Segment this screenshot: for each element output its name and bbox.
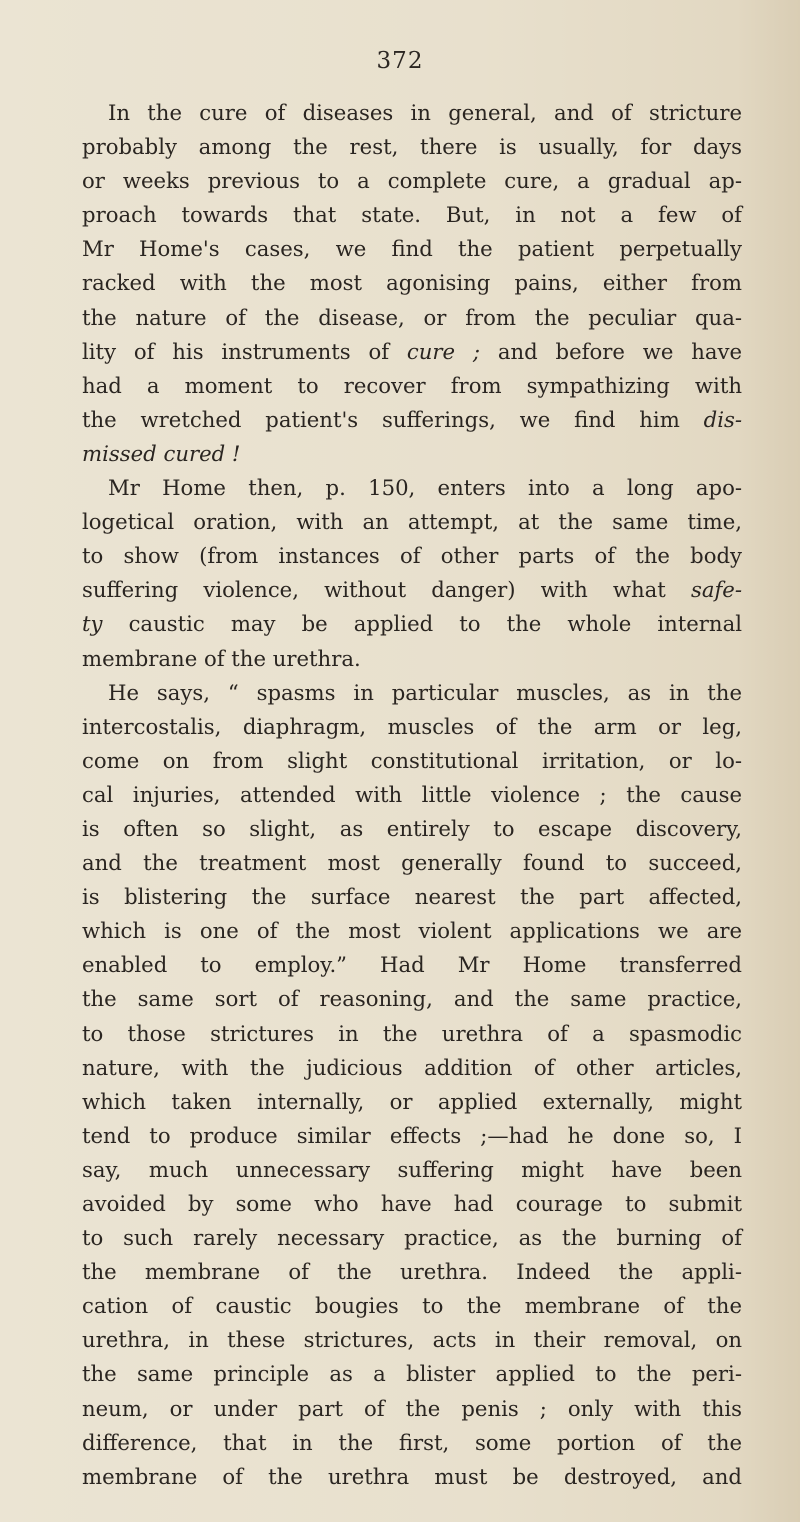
italic-text: missed cured ! bbox=[82, 440, 241, 466]
text-line bbox=[82, 846, 742, 880]
text-line bbox=[82, 539, 742, 573]
text-line bbox=[82, 164, 742, 198]
text-run: come on from slight constitutional irritation, or lo- bbox=[82, 747, 742, 773]
text-line bbox=[82, 403, 742, 437]
text-line bbox=[82, 198, 742, 232]
text-run: racked with the most agonising pains, either from bbox=[82, 270, 742, 296]
text-line bbox=[82, 1119, 742, 1153]
text-line bbox=[82, 335, 742, 369]
text-line bbox=[82, 1051, 742, 1085]
text-run: the same principle as a blister applied to the peri- bbox=[82, 1361, 742, 1387]
text-line bbox=[82, 676, 742, 710]
text-line bbox=[82, 607, 742, 641]
text-line bbox=[82, 642, 742, 676]
text-line bbox=[82, 1289, 742, 1323]
text-line bbox=[82, 130, 742, 164]
text-run: say, much unnecessary suffering might have been bbox=[82, 1156, 742, 1182]
text-run: to show (from instances of other parts of the body bbox=[82, 543, 742, 569]
text-line bbox=[82, 471, 742, 505]
text-run: Mr Home then, p. 150, enters into a long apo- bbox=[108, 475, 742, 501]
text-run: enabled to employ.” Had Mr Home transferred bbox=[82, 952, 742, 978]
text-run: membrane of the urethra. bbox=[82, 645, 361, 671]
text-run: cal injuries, attended with little violence ; the cause bbox=[82, 781, 742, 807]
text-run: the nature of the disease, or from the peculiar qua- bbox=[82, 304, 742, 330]
text-line bbox=[82, 744, 742, 778]
text-run: He says, “ spasms in particular muscles, as in the bbox=[108, 679, 742, 705]
body-text bbox=[82, 96, 742, 1494]
text-run: to such rarely necessary practice, as the burning of bbox=[82, 1225, 742, 1251]
text-line bbox=[82, 437, 742, 471]
text-run: the membrane of the urethra. Indeed the appli- bbox=[82, 1259, 742, 1285]
text-run: difference, that in the first, some portion of the bbox=[82, 1429, 742, 1455]
italic-text: cure ; bbox=[406, 338, 481, 364]
text-run: nature, with the judicious addition of other articles, bbox=[82, 1054, 742, 1080]
text-run: avoided by some who have had courage to submit bbox=[82, 1191, 742, 1216]
text-run: intercostalis, diaphragm, muscles of the arm or leg, bbox=[82, 713, 742, 739]
text-line bbox=[82, 914, 742, 948]
text-run: the wretched patient's sufferings, we find him bbox=[82, 406, 704, 432]
text-line bbox=[82, 948, 742, 982]
text-run: Mr Home's cases, we find the patient perpetually bbox=[82, 236, 742, 262]
text-run: cation of caustic bougies to the membrane of the bbox=[82, 1293, 742, 1319]
text-run: proach towards that state. But, in not a few of bbox=[82, 202, 742, 228]
text-run: urethra, in these strictures, acts in their removal, on bbox=[82, 1327, 742, 1353]
text-line bbox=[82, 1187, 742, 1221]
text-run: probably among the rest, there is usually, for days bbox=[82, 134, 742, 160]
text-line bbox=[82, 573, 742, 607]
text-run: In the cure of diseases in general, and of stricture bbox=[108, 100, 742, 125]
text-run: lity of his instruments of bbox=[82, 338, 407, 364]
text-run: which taken internally, or applied externally, might bbox=[82, 1088, 742, 1114]
text-run: suffering violence, without danger) with what bbox=[82, 577, 691, 603]
text-run: the same sort of reasoning, and the same practice, bbox=[82, 986, 742, 1012]
text-line bbox=[82, 812, 742, 846]
text-line bbox=[82, 1221, 742, 1255]
text-line bbox=[82, 982, 742, 1016]
text-run: to those strictures in the urethra of a spasmodic bbox=[82, 1020, 742, 1046]
text-line bbox=[82, 301, 742, 335]
text-line bbox=[82, 1153, 742, 1187]
text-run: tend to produce similar effects ;—had he done so, I bbox=[82, 1122, 742, 1148]
text-run: is blistering the surface nearest the part affected, bbox=[82, 884, 742, 910]
text-run: or weeks previous to a complete cure, a gradual ap- bbox=[82, 168, 742, 194]
text-line bbox=[82, 1392, 742, 1426]
text-line bbox=[82, 1255, 742, 1289]
text-line bbox=[82, 266, 742, 300]
text-run: neum, or under part of the penis ; only with this bbox=[82, 1395, 742, 1421]
text-run: had a moment to recover from sympathizing with bbox=[82, 372, 742, 398]
text-line bbox=[82, 880, 742, 914]
page-number: 372 bbox=[376, 48, 424, 74]
italic-text: ty bbox=[82, 611, 103, 637]
italic-text: safe- bbox=[690, 577, 742, 603]
text-run: membrane of the urethra must be destroyed, and bbox=[82, 1463, 742, 1489]
text-run: is often so slight, as entirely to escape discovery, bbox=[82, 815, 742, 841]
text-line bbox=[82, 1323, 742, 1357]
text-run: caustic may be applied to the whole internal bbox=[102, 611, 742, 637]
text-line bbox=[82, 1357, 742, 1391]
text-line bbox=[82, 232, 742, 266]
text-line bbox=[82, 369, 742, 403]
text-run: which is one of the most violent applications we are bbox=[82, 918, 742, 944]
text-line bbox=[82, 1460, 742, 1494]
text-line bbox=[82, 1085, 742, 1119]
text-line bbox=[82, 1426, 742, 1460]
italic-text: dis- bbox=[703, 406, 742, 432]
text-line bbox=[82, 96, 742, 130]
text-run: logetical oration, with an attempt, at the same time, bbox=[82, 509, 742, 535]
text-line bbox=[82, 710, 742, 744]
text-run: and before we have bbox=[480, 338, 742, 364]
text-line bbox=[82, 505, 742, 539]
text-run: and the treatment most generally found to succeed, bbox=[82, 850, 742, 876]
text-line bbox=[82, 778, 742, 812]
text-line bbox=[82, 1017, 742, 1051]
